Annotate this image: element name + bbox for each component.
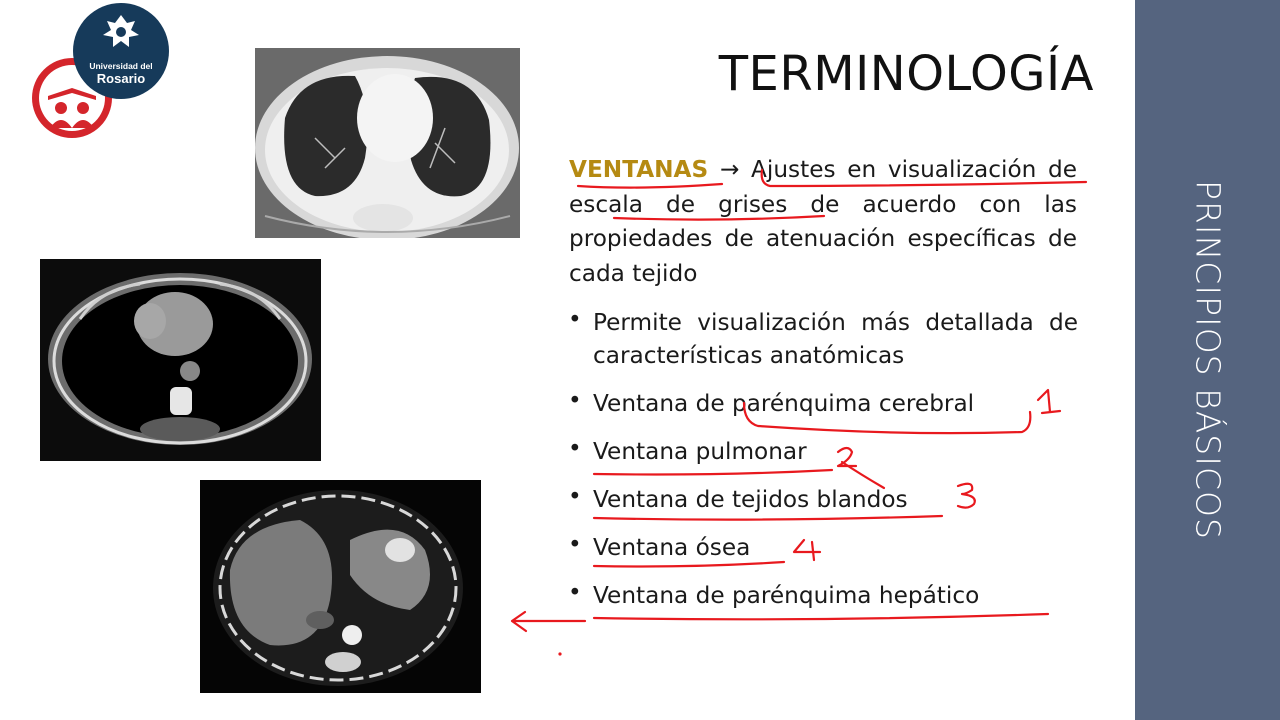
left-arrow-icon	[512, 612, 585, 631]
university-name-line1: Universidad del	[89, 61, 153, 71]
slide-title: TERMINOLOGÍA	[718, 46, 1094, 102]
bullet-icon: •	[568, 435, 582, 462]
bullet-icon: •	[568, 306, 582, 333]
list-item: • Ventana de parénquima cerebral	[568, 387, 975, 417]
university-crest-icon	[73, 3, 169, 63]
arrow-icon: →	[719, 156, 740, 183]
definition-paragraph	[569, 153, 1077, 291]
university-logo	[73, 3, 169, 99]
list-item: • Ventana pulmonar	[568, 435, 807, 465]
side-label: PRINCIPIOS BÁSICOS	[1188, 180, 1228, 540]
bullet-icon: •	[568, 531, 582, 558]
bullet-icon: •	[568, 579, 582, 606]
window-types-list	[568, 306, 1078, 609]
ct-abdomen-liver-window-image	[200, 480, 481, 693]
digit-3	[958, 484, 975, 508]
bullet-icon: •	[568, 483, 582, 510]
underline-pulmonar	[594, 470, 832, 475]
digit-4	[794, 540, 820, 560]
definition-line1: Ajustes en visualización	[739, 156, 1037, 183]
underline-hepatico	[594, 614, 1048, 619]
underline-blandos	[594, 516, 942, 520]
list-item: • Ventana de tejidos blandos	[568, 483, 908, 513]
university-name-line2: Rosario	[96, 71, 146, 86]
digit-1	[1038, 390, 1060, 413]
list-item: • Ventana de parénquima hepático	[568, 579, 980, 609]
bullet-icon: •	[568, 387, 582, 414]
list-item: • Permite visualización más detallada de características anatómicas	[568, 306, 1078, 369]
ct-mediastinal-window-image	[40, 259, 321, 461]
definition-rest: de escala de grises de acuerdo con las propiedades de atenuación específicas de cada tejido	[569, 156, 1078, 287]
list-item: • Ventana ósea	[568, 531, 751, 561]
term-ventanas: VENTANAS	[569, 156, 709, 183]
digit-2	[838, 448, 856, 466]
ct-lung-window-image	[255, 48, 520, 238]
